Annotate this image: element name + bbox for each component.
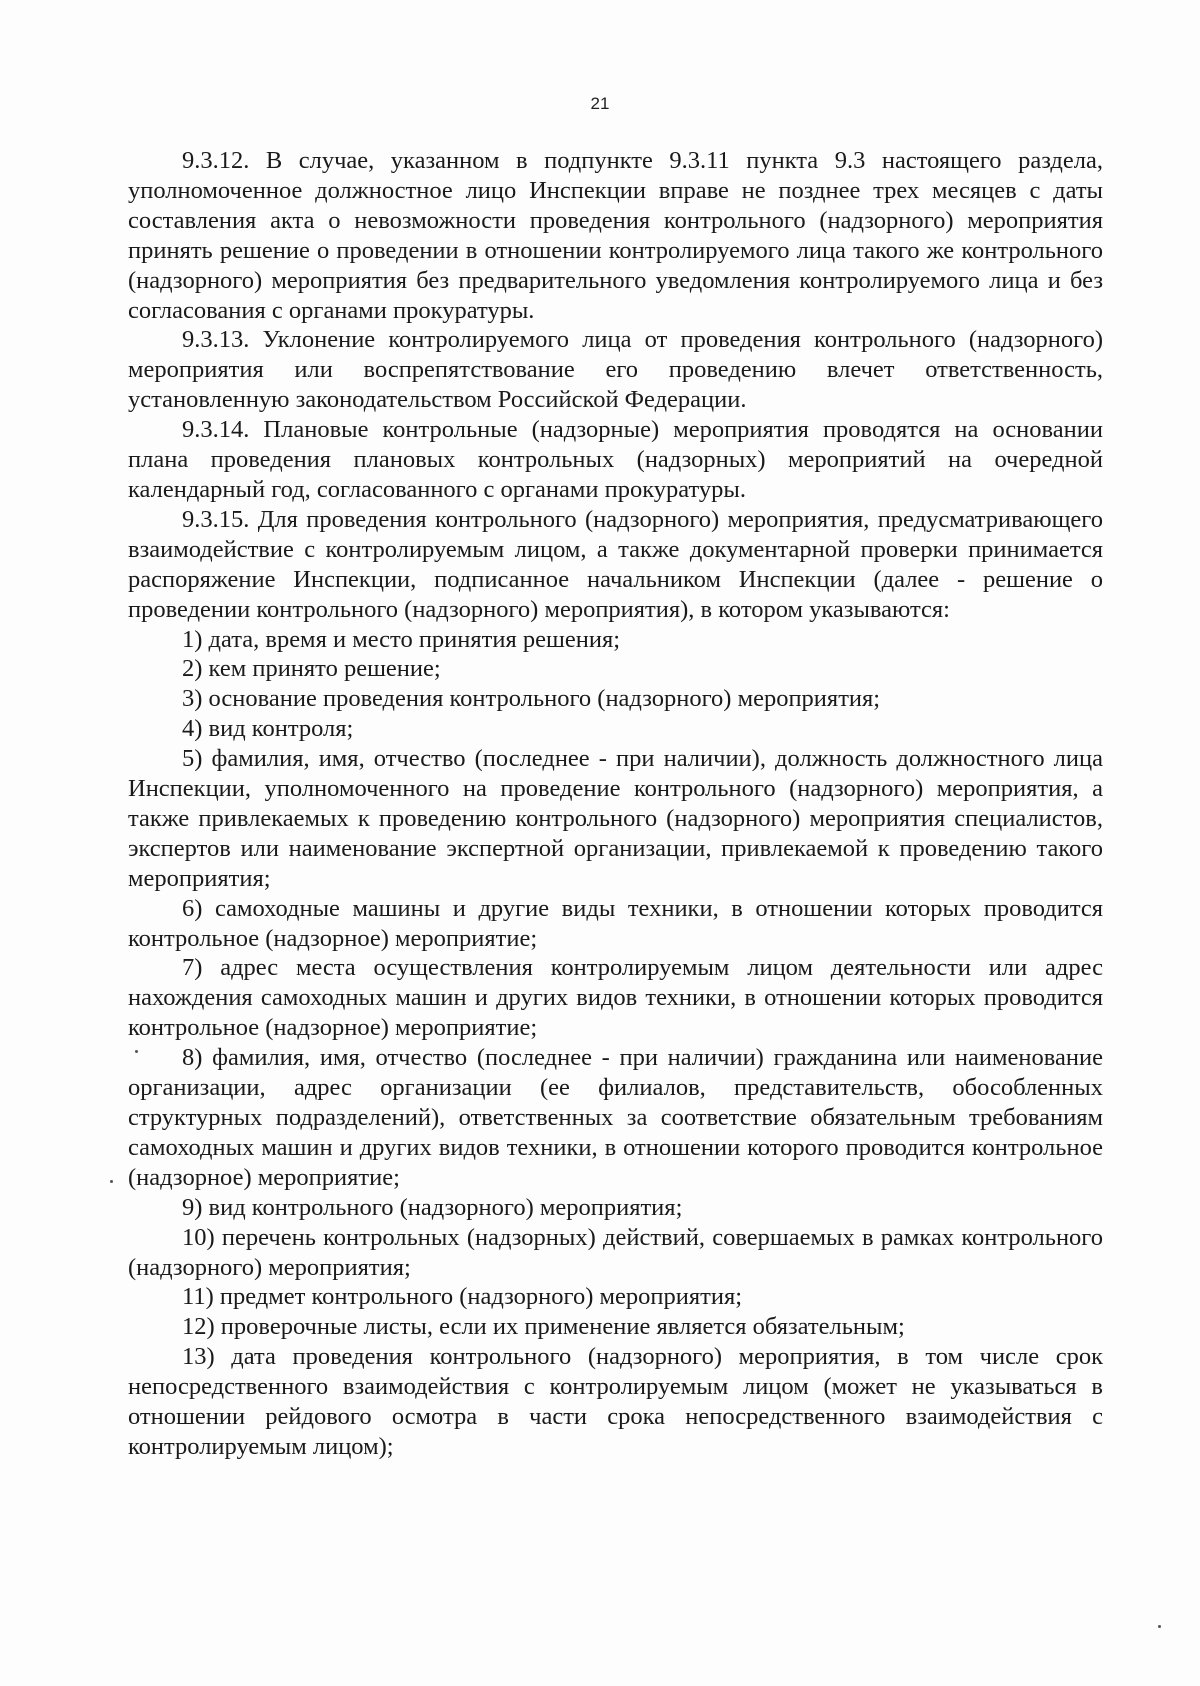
document-body: [128, 146, 1103, 1462]
list-item-5: 5) фамилия, имя, отчество (последнее - при наличии), должность должностного лица Инспекции, уполномоченного на проведение контрольного (надзорного) мероприятия, а также привлекаемых к проведению контрольного (надзорного) мероприятия специалистов, экспертов или наименование экспертной организации, привлекаемой к проведению такого мероприятия;: [128, 745, 1103, 892]
list-item-10: 10) перечень контрольных (надзорных) действий, совершаемых в рамках контрольного (надзорного) мероприятия;: [128, 1223, 1103, 1281]
paragraph-9-3-14: 9.3.14. Плановые контрольные (надзорные) мероприятия проводятся на основании плана проведения плановых контрольных (надзорных) мероприятий на очередной календарный год, согласованного с органами прокуратуры.: [128, 416, 1103, 503]
page-number: 21: [590, 94, 610, 113]
list-item-1: 1) дата, время и место принятия решения;: [182, 625, 621, 653]
list-item-8: 8) фамилия, имя, отчество (последнее - при наличии) гражданина или наименование организации, адрес организации (ее филиалов, представительств, обособленных структурных подразделений), ответственных за соответствие обязательным требованиям самоходных машин и других видов техники, в отношении которого проводится контрольное (надзорное) мероприятие;: [128, 1044, 1103, 1191]
list-item-3: 3) основание проведения контрольного (надзорного) мероприятия;: [182, 685, 881, 713]
list-item-11: 11) предмет контрольного (надзорного) мероприятия;: [182, 1283, 743, 1311]
list-item-7: 7) адрес места осуществления контролируемым лицом деятельности или адрес нахождения самоходных машин и других видов техники, в отношении которых проводится контрольное (надзорное) мероприятие;: [128, 954, 1103, 1042]
list-item-2: 2) кем принято решение;: [182, 655, 441, 683]
scan-speck: [110, 1180, 113, 1183]
scan-speck: [135, 1050, 138, 1053]
list-item-12: 12) проверочные листы, если их применение является обязательным;: [182, 1313, 905, 1341]
scan-speck: [1158, 1625, 1161, 1628]
list-item-4: 4) вид контроля;: [182, 715, 354, 743]
list-item-9: 9) вид контрольного (надзорного) мероприятия;: [182, 1193, 683, 1221]
paragraph-9-3-15: 9.3.15. Для проведения контрольного (надзорного) мероприятия, предусматривающего взаимодействие с контролируемым лицом, а также документарной проверки принимается распоряжение Инспекции, подписанное начальником Инспекции (далее - решение о проведении контрольного (надзорного) мероприятия), в котором указываются:: [128, 505, 1103, 623]
paragraph-9-3-13: 9.3.13. Уклонение контролируемого лица от проведения контрольного (надзорного) мероприятия или воспрепятствование его проведению влечет ответственность, установленную законодательством Российской Федерации.: [128, 326, 1103, 414]
list-item-13: 13) дата проведения контрольного (надзорного) мероприятия, в том числе срок непосредственного взаимодействия с контролируемым лицом (может не указываться в отношении рейдового осмотра в части срока непосредственного взаимодействия с контролируемым лицом);: [128, 1343, 1103, 1460]
paragraph-9-3-12: 9.3.12. В случае, указанном в подпункте 9.3.11 пункта 9.3 настоящего раздела, уполномоченное должностное лицо Инспекции вправе не позднее трех месяцев с даты составления акта о невозможности проведения контрольного (надзорного) мероприятия принять решение о проведении в отношении контролируемого лица такого же контрольного (надзорного) мероприятия без предварительного уведомления контролируемого лица и без согласования с органами прокуратуры.: [128, 147, 1103, 324]
list-item-6: 6) самоходные машины и другие виды техники, в отношении которых проводится контрольное (надзорное) мероприятие;: [128, 894, 1103, 952]
